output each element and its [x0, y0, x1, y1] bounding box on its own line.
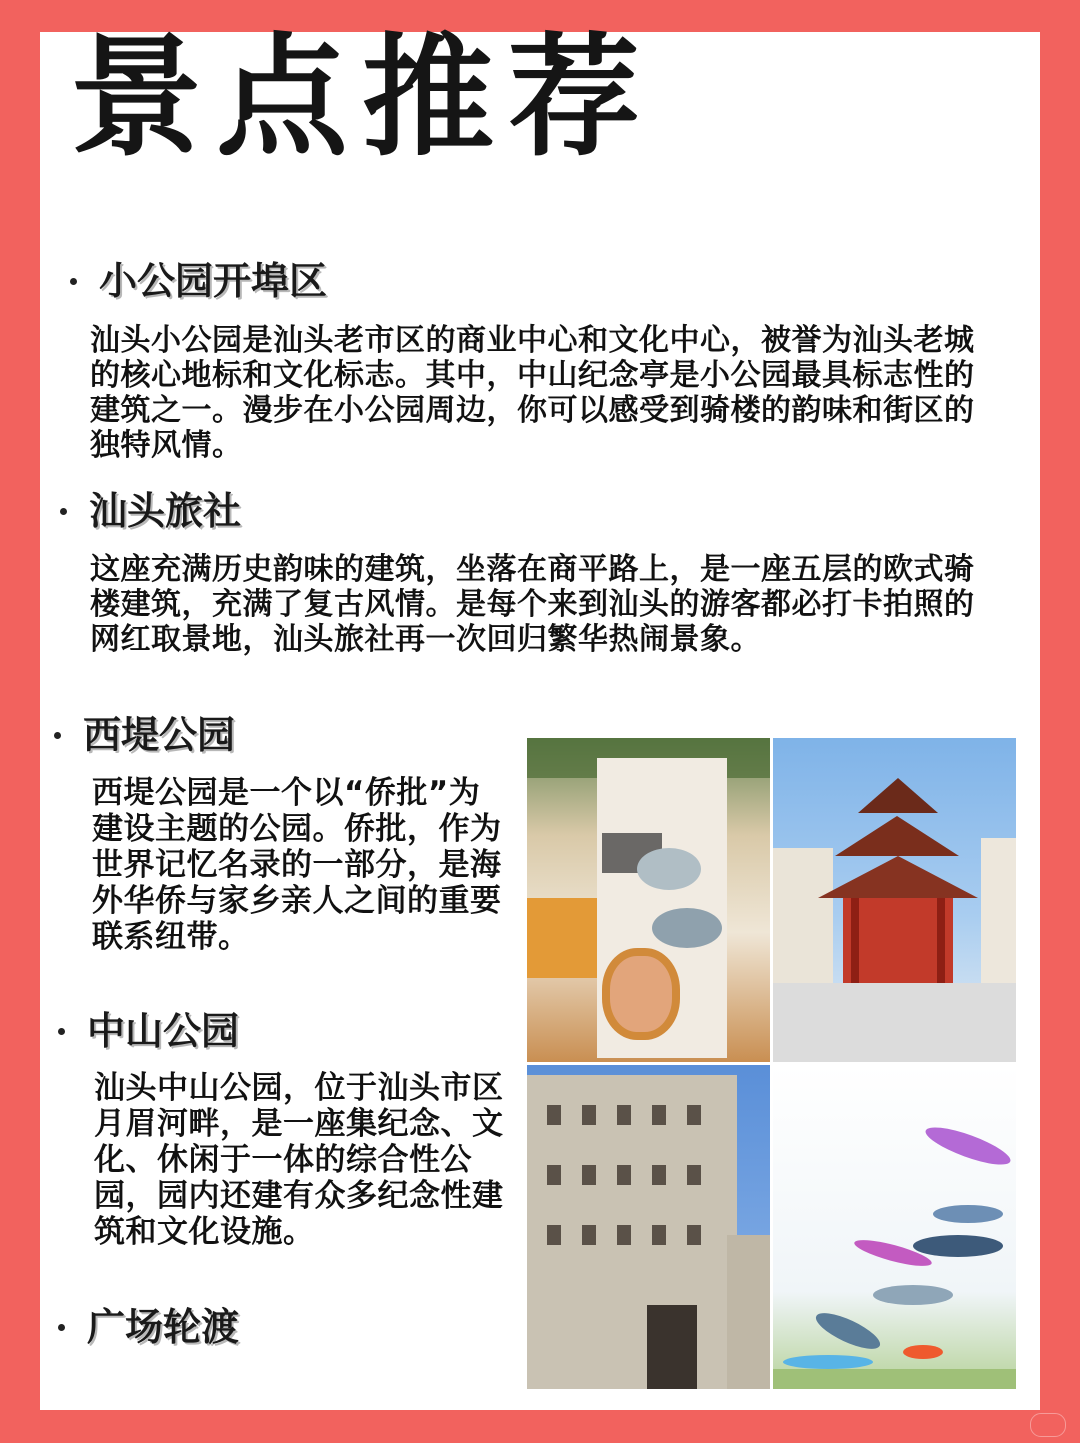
bullet-dot	[70, 278, 77, 285]
pavilion-photo	[773, 738, 1016, 1062]
mural-street-photo	[527, 738, 770, 1062]
section-heading-shantou-hotel	[60, 489, 242, 533]
old-building-photo	[527, 1065, 770, 1389]
photo-collage	[527, 738, 1016, 1390]
bullet-dot	[58, 1028, 65, 1035]
bullet-dot	[54, 732, 61, 739]
section-body-xiaogongyuan: 汕头小公园是汕头老市区的商业中心和文化中心，被誉为汕头老城的核心地标和文化标志。其中，中山纪念亭是小公园最具标志性的建筑之一。漫步在小公园周边，你可以感受到骑楼的韵味和街区的独特风情。	[90, 323, 975, 463]
watermark-badge	[1030, 1413, 1066, 1437]
bullet-dot	[58, 1324, 65, 1331]
section-body-xidi-park: 西堤公园是一个以“侨批”为建设主题的公园。侨批，作为世界记忆名录的一部分，是海外华侨与家乡亲人之间的重要联系纽带。	[92, 775, 502, 955]
section-heading-text: 西堤公园	[83, 713, 236, 757]
section-heading-guangchang-ferry	[58, 1305, 240, 1349]
page-title: 景点推荐	[70, 21, 654, 175]
kites-photo	[773, 1065, 1016, 1389]
section-heading-xiaogongyuan	[70, 259, 328, 303]
section-heading-text: 汕头旅社	[89, 489, 242, 533]
section-heading-text: 广场轮渡	[87, 1305, 240, 1349]
section-heading-xidi-park	[54, 713, 236, 757]
section-heading-text: 小公园开埠区	[99, 259, 328, 303]
section-body-zhongshan-park: 汕头中山公园，位于汕头市区月眉河畔，是一座集纪念、文化、休闲于一体的综合性公园，园内还建有众多纪念性建筑和文化设施。	[94, 1070, 504, 1250]
section-heading-zhongshan-park	[58, 1009, 240, 1053]
section-body-shantou-hotel: 这座充满历史韵味的建筑，坐落在商平路上，是一座五层的欧式骑楼建筑，充满了复古风情。是每个来到汕头的游客都必打卡拍照的网红取景地，汕头旅社再一次回归繁华热闹景象。	[90, 552, 975, 657]
bullet-dot	[60, 508, 67, 515]
section-heading-text: 中山公园	[87, 1009, 240, 1053]
